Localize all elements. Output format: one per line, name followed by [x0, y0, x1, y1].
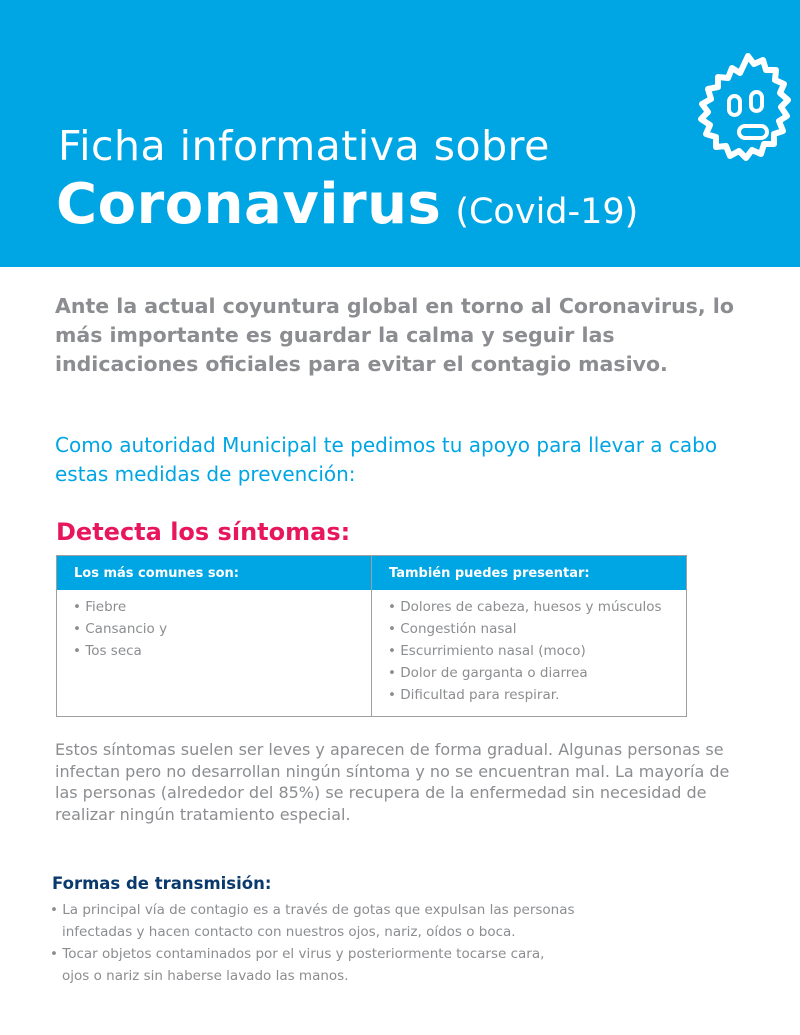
list-item — [50, 943, 750, 987]
list-item: • Congestión nasal — [388, 621, 517, 637]
list-item-line: • Tocar objetos contaminados por el virus y posteriormente tocarse cara, — [50, 946, 545, 962]
page-subtitle: (Covid-19) — [455, 192, 639, 232]
list-item: • Escurrimiento nasal (moco) — [388, 643, 586, 659]
list-item-line: • La principal vía de contagio es a través de gotas que expulsan las personas — [50, 902, 575, 918]
transmission-heading: Formas de transmisión: — [52, 874, 272, 893]
list-item: • Dolor de garganta o diarrea — [388, 665, 588, 681]
symptoms-table-row — [57, 590, 687, 717]
list-item: • Dificultad para respirar. — [388, 687, 560, 703]
list-item-line: ojos o nariz sin haberse lavado las manos. — [62, 968, 349, 984]
list-item: • Dolores de cabeza, huesos y músculos — [388, 599, 662, 615]
list-item — [50, 899, 750, 943]
list-item: • Tos seca — [73, 643, 142, 659]
column-header-common: Los más comunes son: — [57, 556, 372, 591]
symptoms-table-header — [57, 556, 687, 591]
appeal-paragraph: Como autoridad Municipal te pedimos tu apoyo para llevar a cabo estas medidas de prevención: — [55, 433, 718, 486]
symptoms-table — [56, 555, 687, 717]
header-line1: Ficha informativa sobre — [58, 122, 550, 170]
description-paragraph: Estos síntomas suelen ser leves y aparecen de forma gradual. Algunas personas se infectan pero no desarrollan ningún síntoma y no se encuentran mal. La mayoría de las personas (alrededor del 85%) se recupera de la enfermedad sin necesidad de realizar ningún tratamiento especial. — [55, 740, 730, 824]
list-item: • Fiebre — [73, 599, 127, 615]
symptoms-heading: Detecta los síntomas: — [56, 518, 351, 546]
other-symptoms-list — [388, 596, 686, 706]
other-symptoms-cell — [372, 590, 687, 717]
column-header-other: También puedes presentar: — [372, 556, 687, 591]
header-title-row — [56, 172, 638, 237]
page-title: Coronavirus — [56, 172, 442, 237]
transmission-list — [50, 899, 750, 987]
virus-icon — [688, 40, 800, 200]
list-item: • Cansancio y — [73, 621, 168, 637]
common-symptoms-list — [73, 596, 371, 662]
common-symptoms-cell — [57, 590, 372, 717]
header-banner — [0, 0, 800, 267]
list-item-line: infectadas y hacen contacto con nuestros ojos, nariz, oídos o boca. — [62, 924, 516, 940]
intro-paragraph: Ante la actual coyuntura global en torno al Coronavirus, lo más importante es guardar la calma y seguir las indicaciones oficiales para evitar el contagio masivo. — [55, 294, 734, 376]
